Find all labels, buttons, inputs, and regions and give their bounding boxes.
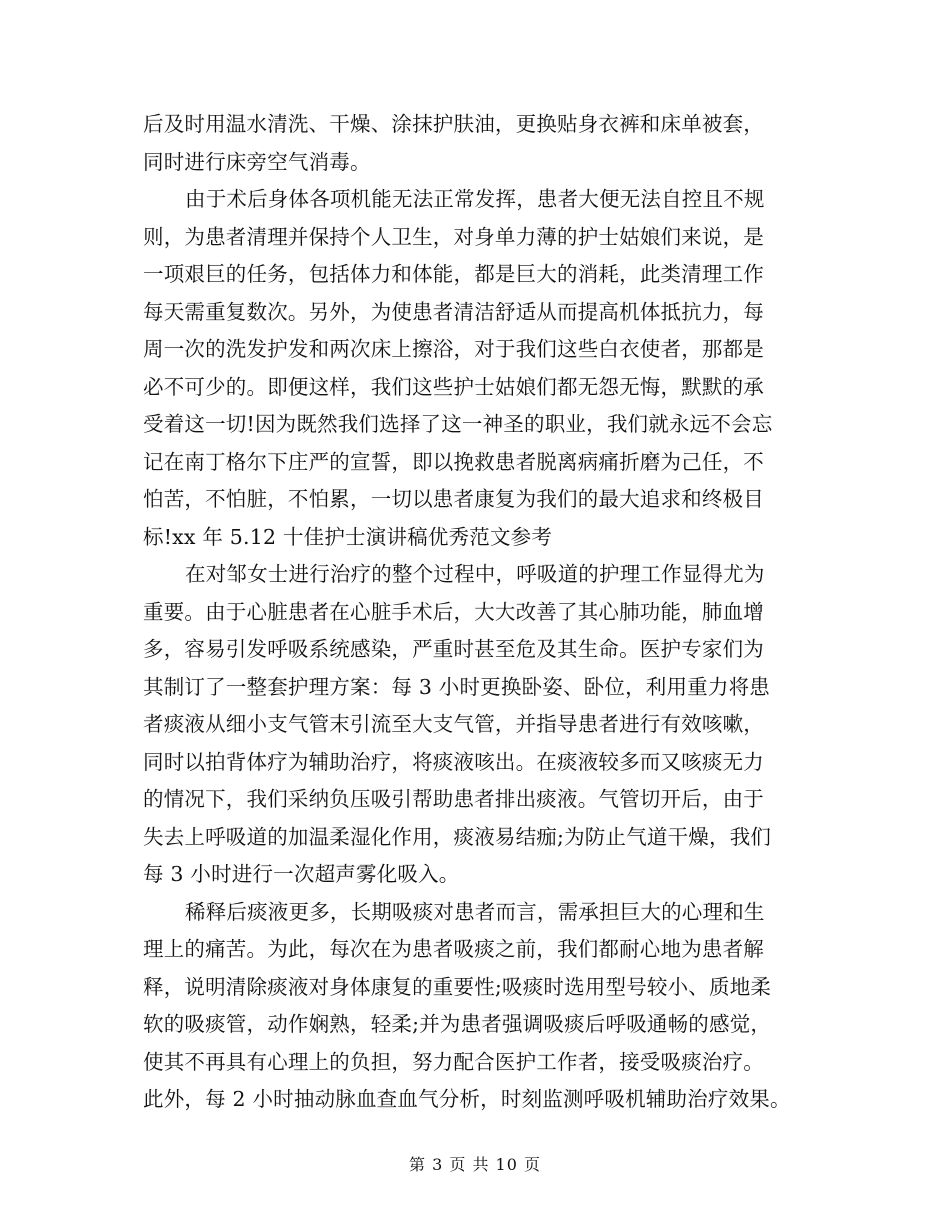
text-line: 失去上呼吸道的加温柔湿化作用，痰液易结痂;为防止气道干燥，我们	[143, 824, 772, 849]
paragraph	[143, 556, 813, 894]
text-line: 此外，每 2 小时抽动脉血查血气分析，时刻监测呼吸机辅助治疗效果。	[143, 1087, 791, 1111]
paragraph	[143, 894, 813, 1119]
page-number-footer: 第 3 页 共 10 页	[409, 1155, 541, 1174]
text-line: 在对邹女士进行治疗的整个过程中，呼吸道的护理工作显得尤为	[185, 562, 765, 586]
text-line: 怕苦，不怕脏，不怕累，一切以患者康复为我们的最大追求和终极目	[143, 487, 764, 511]
text-line: 则，为患者清理并保持个人卫生，对身单力薄的护士姑娘们来说，是	[143, 224, 764, 249]
text-line: 周一次的洗发护发和两次床上擦浴，对于我们这些白衣使者，那都是	[143, 337, 764, 361]
text-line: 受着这一切!因为既然我们选择了这一神圣的职业，我们就永远不会忘	[143, 412, 773, 436]
text-line: 释，说明清除痰液对身体康复的重要性;吸痰时选用型号较小、质地柔	[143, 974, 772, 999]
text-line: 记在南丁格尔下庄严的宣誓，即以挽救患者脱离病痛折磨为己任，不	[143, 449, 764, 474]
text-line: 多，容易引发呼吸系统感染，严重时甚至危及其生命。医护专家们为	[143, 637, 764, 661]
text-line: 同时以拍背体疗为辅助治疗，将痰液咳出。在痰液较多而又咳痰无力	[143, 749, 764, 774]
text-line: 的情况下，我们采纳负压吸引帮助患者排出痰液。气管切开后，由于	[143, 787, 764, 811]
document-body	[143, 106, 813, 1119]
paragraph	[143, 106, 813, 181]
text-line: 必不可少的。即便这样，我们这些护士姑娘们都无怨无悔，默默的承	[143, 374, 764, 399]
text-line: 软的吸痰管，动作娴熟，轻柔;并为患者强调吸痰后呼吸通畅的感觉，	[143, 1012, 772, 1036]
text-line: 理上的痛苦。为此，每次在为患者吸痰之前，我们都耐心地为患者解	[143, 937, 764, 961]
paragraph	[143, 181, 813, 556]
text-line: 一项艰巨的任务，包括体力和体能，都是巨大的消耗，此类清理工作	[143, 262, 764, 286]
text-line: 稀释后痰液更多，长期吸痰对患者而言，需承担巨大的心理和生	[185, 899, 765, 924]
text-line: 标!xx 年 5.12 十佳护士演讲稿优秀范文参考	[143, 524, 553, 549]
text-line: 同时进行床旁空气消毒。	[143, 149, 371, 174]
text-line: 者痰液从细小支气管末引流至大支气管，并指导患者进行有效咳嗽，	[143, 712, 764, 736]
text-line: 后及时用温水清洗、干燥、涂抹护肤油，更换贴身衣裤和床单被套，	[143, 112, 764, 136]
text-line: 由于术后身体各项机能无法正常发挥，患者大便无法自控且不规	[185, 187, 765, 211]
text-line: 使其不再具有心理上的负担，努力配合医护工作者，接受吸痰治疗。	[143, 1049, 764, 1074]
text-line: 每 3 小时进行一次超声雾化吸入。	[143, 862, 460, 886]
text-line: 每天需重复数次。另外，为使患者清洁舒适从而提高机体抵抗力，每	[143, 299, 764, 324]
text-line: 重要。由于心脏患者在心脏手术后，大大改善了其心肺功能，肺血增	[143, 599, 764, 624]
text-line: 其制订了一整套护理方案：每 3 小时更换卧姿、卧位，利用重力将患	[143, 674, 770, 699]
